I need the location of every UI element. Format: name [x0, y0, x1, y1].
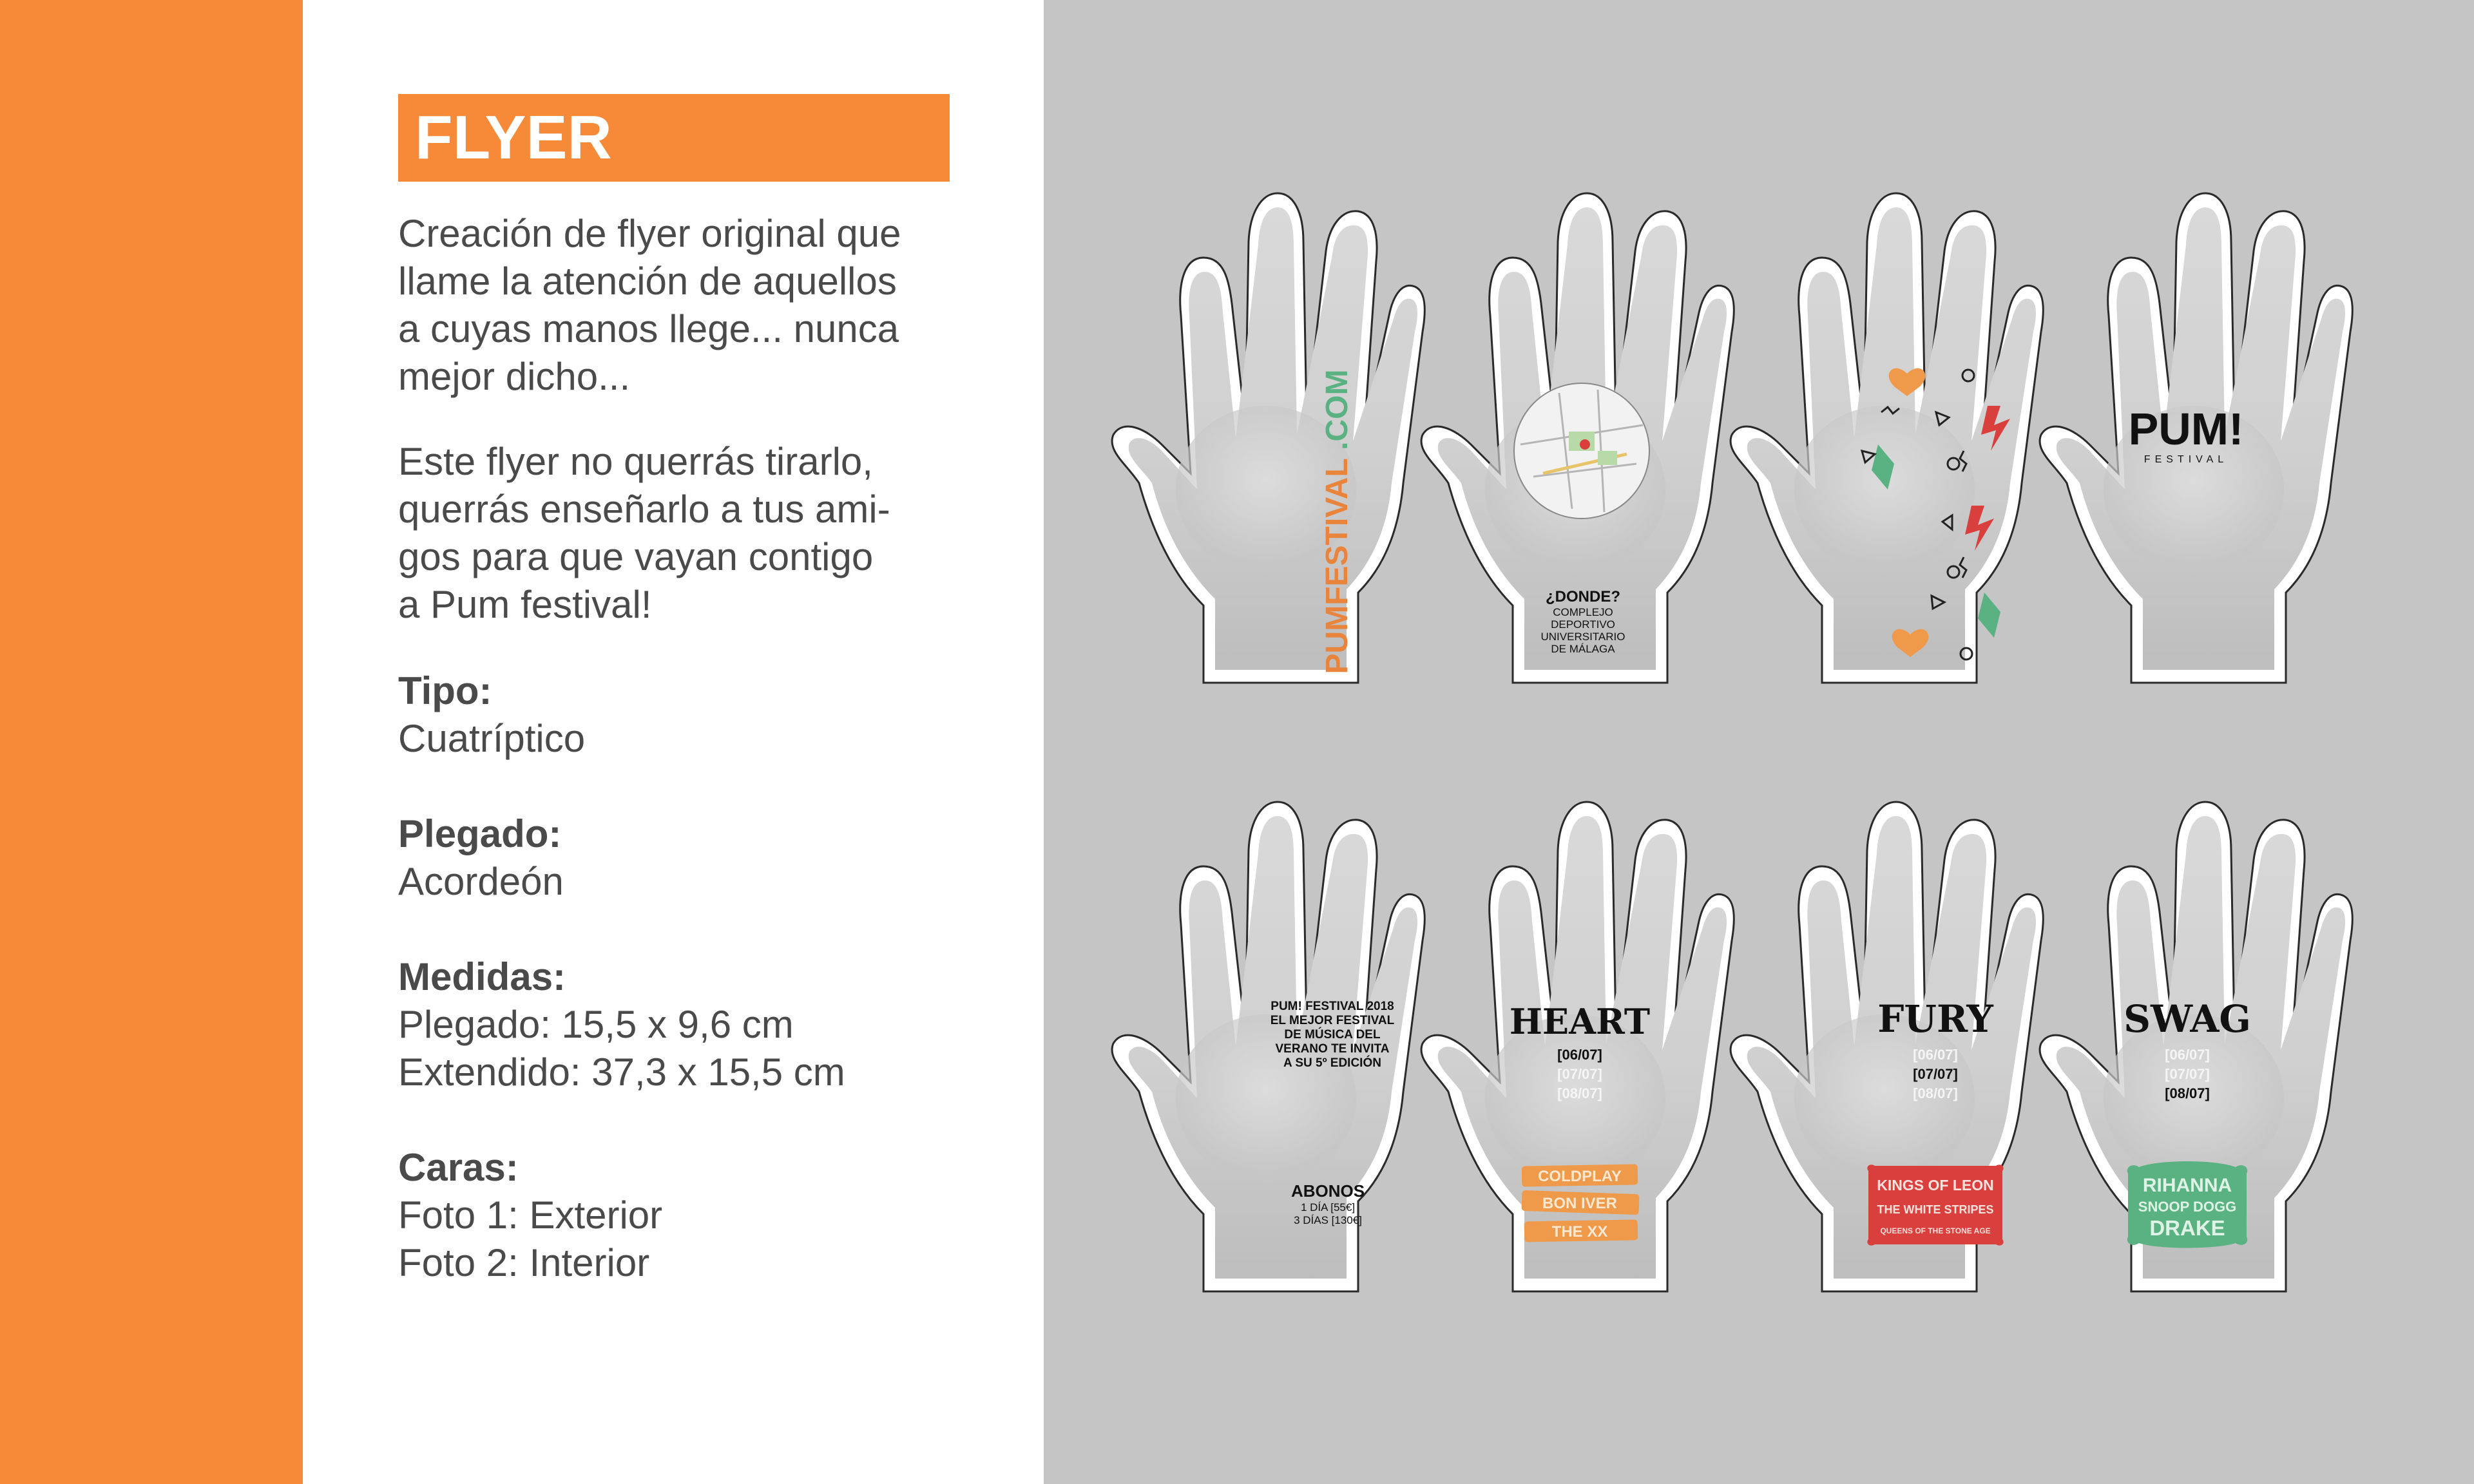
- date-inactive: [08/07]: [1913, 1085, 1958, 1101]
- spec-caras: [398, 1144, 952, 1287]
- band-name: DRAKE: [2149, 1216, 2225, 1240]
- spec-label: Plegado:: [398, 812, 562, 855]
- spec-value: Plegado: 15,5 x 9,6 cm: [398, 1003, 794, 1046]
- orange-side-bar: [0, 0, 303, 1484]
- intro-line: A SU 5º EDICIÓN: [1283, 1056, 1381, 1070]
- intro-line: VERANO TE INVITA: [1275, 1042, 1390, 1056]
- swag-bands: [2127, 1161, 2247, 1248]
- band-name: RIHANNA: [2142, 1175, 2232, 1196]
- map-icon: [1514, 383, 1649, 518]
- day-name-heart: HEART: [1509, 1001, 1651, 1042]
- abonos-title: ABONOS: [1290, 1181, 1365, 1201]
- band-name: COLDPLAY: [1538, 1168, 1622, 1185]
- logo-sub: FESTIVAL: [2143, 454, 2229, 465]
- second-paragraph: Este flyer no querrás tirarlo, querrás enseñarlo a tus ami- gos para que vayan contigo a Pum festival!: [398, 440, 890, 626]
- flyer-exterior: [1112, 193, 2352, 683]
- spec-value: Foto 2: Interior: [398, 1241, 650, 1284]
- spec-label: Medidas:: [398, 955, 566, 998]
- intro-line: DE MÚSICA DEL: [1284, 1028, 1381, 1042]
- day-name-fury: FURY: [1877, 997, 1993, 1041]
- date-inactive: [08/07]: [1557, 1085, 1602, 1101]
- spec-tipo: [398, 667, 952, 763]
- intro-line: PUM! FESTIVAL 2018: [1271, 1000, 1394, 1013]
- logo-main: PUM!: [2128, 404, 2244, 454]
- donde-line: COMPLEJO: [1553, 606, 1613, 618]
- day-name-swag: SWAG: [2124, 997, 2251, 1041]
- band-name: QUEENS OF THE STONE AGE: [1880, 1226, 1991, 1235]
- date-active: [08/07]: [2165, 1085, 2210, 1101]
- website-domain: .COM: [1320, 369, 1354, 450]
- date-active: [07/07]: [1913, 1066, 1958, 1082]
- spec-plegado: [398, 810, 952, 906]
- date-inactive: [07/07]: [2165, 1066, 2210, 1082]
- donde-line: UNIVERSITARIO: [1540, 631, 1625, 643]
- donde-line: DEPORTIVO: [1551, 618, 1615, 631]
- diamond-icon: [1978, 593, 2000, 638]
- spec-value: Foto 1: Exterior: [398, 1194, 663, 1237]
- band-name: THE XX: [1551, 1223, 1608, 1241]
- flyer-interior: [1112, 802, 2352, 1291]
- fury-bands: [1867, 1165, 2003, 1245]
- intro-text: [1271, 1000, 1395, 1070]
- date-inactive: [06/07]: [1913, 1047, 1958, 1063]
- date-active: [06/07]: [1557, 1047, 1602, 1063]
- flyer-mockups: [1044, 0, 2474, 1484]
- abonos-line: 1 DÍA [55€]: [1300, 1201, 1356, 1213]
- band-name: SNOOP DOGG: [2138, 1199, 2237, 1215]
- band-name: THE WHITE STRIPES: [1877, 1203, 1994, 1216]
- spec-label: Tipo:: [398, 669, 492, 712]
- spec-medidas: [398, 953, 952, 1096]
- date-inactive: [06/07]: [2165, 1047, 2210, 1063]
- spec-value: Acordeón: [398, 860, 564, 903]
- abonos-line: 3 DÍAS [130€]: [1294, 1214, 1362, 1226]
- page-title: FLYER: [398, 94, 950, 182]
- spec-value: Extendido: 37,3 x 15,5 cm: [398, 1051, 845, 1094]
- band-name: KINGS OF LEON: [1877, 1177, 1994, 1194]
- spec-value: Cuatríptico: [398, 717, 586, 760]
- donde-title: ¿DONDE?: [1546, 588, 1620, 605]
- intro-line: EL MEJOR FESTIVAL: [1270, 1014, 1395, 1027]
- description-column: [398, 94, 952, 1287]
- band-name: BON IVER: [1542, 1195, 1618, 1212]
- heart-bands: [1521, 1164, 1639, 1242]
- spec-list: [398, 667, 952, 1287]
- intro-paragraph: Creación de flyer original que llame la atención de aquellos a cuyas manos llege... nunca mejor dicho...: [398, 212, 901, 398]
- website-text: PUMFESTIVAL .COM: [1320, 369, 1354, 674]
- date-inactive: [07/07]: [1557, 1066, 1602, 1082]
- donde-line: DE MÁLAGA: [1551, 643, 1615, 655]
- spec-label: Caras:: [398, 1146, 519, 1189]
